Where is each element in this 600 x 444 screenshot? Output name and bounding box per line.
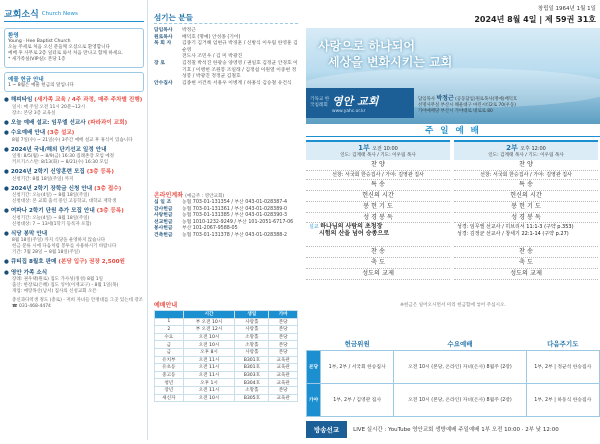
staff-names: 김정칠 박석진 한광숭 양영영 / 권일호 김정균 안경호 이기호 / 이병헌 조원봉 조일래 / 김정섭 이원열 이중현 정성봉 / 박광진 정정균 김철호 — [182, 60, 298, 80]
schedule-cell: 사랑홀 — [235, 318, 269, 326]
schedule-cell: 부 오전 12시 — [183, 326, 235, 334]
schedule-cell: 사랑홀 — [235, 348, 269, 356]
staff-names: 김종현 서건록 서용우 이병계 / 하홍식 김승철 유건식 — [182, 80, 292, 86]
news-detail: 일정: 8/5(월) ~ 8/9(금) 16:30 집례촌장 모임 예정 — [12, 154, 114, 159]
staff-list — [154, 28, 298, 87]
welcome-line: 예배 후 사무로 2층 일터로 와서 처음 만나고 함께 하세요. — [8, 51, 124, 56]
news-heading: ● 큐티집 8월호 판매 (본당 입구) 권장 2,500원 — [4, 259, 125, 265]
news-title: 교회소식 — [4, 10, 39, 20]
service-item: 특 송 — [306, 180, 450, 191]
matrix-header: 다음주기도 — [547, 340, 579, 349]
banner-motto: 사랑으로 하나되어 세상을 변화시키는 교회 — [318, 39, 453, 69]
schedule-cell: 오전 11시 — [183, 371, 235, 379]
service-item: 성도의 교제 — [306, 269, 450, 280]
staff-row — [154, 81, 298, 88]
schedule-cell: 금 — [155, 341, 184, 349]
service-item: 성도의 교제 — [454, 269, 598, 280]
schedule-cell: 오후 1시 — [183, 379, 235, 387]
footer-line: 총신과다역생 정도 (총로) - 저희 자녀들 안정대를 그곳 있는데 강조 — [12, 298, 144, 303]
news-item — [4, 259, 144, 267]
schedule-cell: 중고등 — [155, 371, 184, 379]
account-number: 농협 1010-1232-9249 / 부산 101-2051-6717-06 — [182, 219, 294, 225]
service-1: 1부 오전 10:00 인도: 김계태 목사 / 기도: 이우림 목사 찬 양 선창: 서국회 한승집사 / 가야: 김영관 집사 특 송 헌신의 시간 봉 헌 기 도 성 경 봉 독 설교 하나님의 사람의 초청장 시험의 산을 넘어 승종으로 찬 송 축 도 성도의 교제 — [306, 140, 450, 444]
sermon: 설교 하나님의 사람의 초청장 시험의 산을 넘어 승종으로 — [306, 223, 450, 247]
schedule-cell: 2 — [155, 326, 184, 334]
account-type: 건축헌금 — [154, 232, 173, 238]
news-item — [4, 97, 144, 117]
left-panel — [0, 0, 148, 440]
news-heading: ● 2024년 2학기 신앙훈련 모집 (3층 등록) — [4, 169, 114, 175]
offer-title: 예물 헌금 안내 — [8, 77, 44, 83]
church-logo: 기독교 한국침례회 영안 교회 www.yahc.or.kr — [306, 88, 414, 118]
schedule-cell: 새신자 — [155, 394, 184, 402]
news-subtitle: Church News — [41, 10, 78, 17]
middle-panel — [152, 0, 300, 440]
service-item: 축 도 — [306, 258, 450, 269]
schedule-table — [154, 310, 298, 402]
schedule-row — [155, 356, 298, 364]
schedule-cell: 교육관 — [269, 394, 298, 402]
account-number: 농협 703-01-131361 / 부산 043-01-028389-0 — [182, 206, 288, 212]
schedule-cell: 오전 10시 — [183, 341, 235, 349]
matrix-cell: 1부, 2부 / 김영관 집사 — [321, 383, 394, 416]
schedule-cell: 오전 10시 — [183, 333, 235, 341]
service-2: 2부 오후 12:00 인도: 김계태 목사 / 기도: 이우림 목사 찬 양 선창: 서국회 한승집사 / 가야: 김영관 집사 특 송 헌신의 시간 봉 헌 기 도 성 경 봉 독 성경: 임무엘 선교사 / 히브리서 11:1-3 (구약 p.353) 성경: 김정균 선교사 / 창세기 22:1-14 (구약 p.27) 찬 송 축 도 성도의 교제 — [454, 140, 598, 444]
sermon-refs: 성경: 임무엘 선교사 / 히브리서 11:1-3 (구약 p.353) 성경: 김정균 선교사 / 창세기 22:1-14 (구약 p.27) — [454, 223, 598, 247]
news-heading: ● 해피타임 (새가족 교육 / 4주 과정, 매주 주차별 진행) — [4, 97, 143, 103]
broadcast-label: 방송선교 — [306, 421, 347, 438]
staff-row — [154, 61, 298, 81]
account-type: 십 일 조 — [154, 200, 172, 205]
staff-names: 전도사 조민우 / 김 미 박광진 — [182, 54, 243, 60]
matrix-header: 수요예배 — [447, 340, 473, 349]
matrix-header: 헌금위원 — [344, 340, 370, 349]
schedule-row — [155, 379, 298, 387]
welcome-sub: Young · Hee Baptist Church — [8, 39, 71, 44]
staff-role: 목 회 자 — [154, 41, 172, 47]
news-detail: 일시: 매 주일 오전 11시 20분~12시 — [12, 104, 86, 110]
schedule-cell: 유초등 — [155, 364, 184, 372]
staff-role: 안수집사 — [154, 80, 173, 86]
schedule-cell: 유치부 — [155, 356, 184, 364]
divider — [154, 23, 298, 24]
account-type: 봉사헌금 — [154, 226, 173, 232]
schedule-cell: B303호 — [235, 371, 269, 379]
service-item: 헌신의 시간 — [306, 191, 450, 202]
matrix-cell: 1부, 2부 / 서국회 한승집사 — [321, 350, 394, 383]
news-heading: ● 식당 봉막 안내 — [4, 230, 48, 237]
broadcast-text: LIVE 실시간 : YouTube 영안교회 생방예배 주일예배 1부 오전 10:00 · 2부 낮 12:00 — [353, 427, 559, 433]
schedule-cell: 1 — [155, 318, 184, 326]
schedule-cell: 소망홀 — [235, 386, 269, 394]
schedule-cell: 금 — [155, 348, 184, 356]
service-item: 헌신의 시간 — [454, 191, 598, 202]
staff-row — [154, 28, 298, 35]
schedule-cell: 교육관 — [269, 364, 298, 372]
schedule-cell: 오전 11시 — [183, 386, 235, 394]
news-item — [4, 120, 144, 128]
news-detail: 기간: 7월 28일 ~ 8월 18일(주일) — [12, 250, 80, 255]
schedule-cell: 교육관 — [269, 371, 298, 379]
news-item — [4, 208, 144, 228]
schedule-cell: 장년 — [155, 386, 184, 394]
schedule-title: 예배안내 — [154, 302, 178, 309]
service-item: 성 경 봉 독 — [454, 213, 598, 224]
account-type: 사랑헌금 — [154, 213, 173, 219]
staff-role: 원로목사 — [154, 34, 173, 40]
schedule-cell: B304호 — [235, 379, 269, 387]
account-row — [154, 226, 298, 233]
news-detail: 신청기간: 오늘(4일) ~ 8월 18일(주일) — [12, 193, 90, 198]
staff-role — [154, 54, 182, 61]
schedule-cell: 소망홀 — [235, 333, 269, 341]
news-detail: 8월 7일(수) ~ 21일(수) 3주간 예배 설교 후 휴식이 있습니다 — [12, 137, 133, 143]
schedule-cell: 수요 — [155, 333, 184, 341]
footer-line: ☎ 031-468-4474 — [12, 304, 51, 309]
schedule-header: 가마 — [269, 311, 298, 319]
news-heading: ● 수요예배 안내 (3층 설교) — [4, 130, 75, 136]
news-detail: 출산: 한장로(은혜) 집도 잉이(이재교구) - 8월 1일(목) — [12, 283, 119, 288]
matrix-cell: 1부, 2부 | 하동식 한승집사 — [526, 383, 599, 416]
schedule-cell: 청년 — [155, 379, 184, 387]
schedule-cell: 본당 — [269, 341, 298, 349]
news-detail: 헌금 분류 시에 다음처럼 봉투를 사용하시기 바랍니다 — [12, 244, 117, 249]
schedule-cell: 본당 — [269, 333, 298, 341]
matrix-row-label: 가야 — [307, 383, 321, 416]
schedule-row — [155, 386, 298, 394]
news-detail: 신청대상: 7 ~ 13세(1학기 등록자 포함) — [12, 221, 92, 227]
account-row — [154, 213, 298, 220]
news-item — [4, 231, 144, 257]
news-item — [4, 186, 144, 206]
offer-line: 1 ~ 8월은 예물 헌금의 달입니다 — [8, 83, 74, 88]
schedule-row — [155, 394, 298, 402]
news-heading: ● 여파나 2학기 단원 추가 모집 안내 (3층 등록) — [4, 208, 124, 214]
news-detail: 장례: 권우택(원로) 집도 가사성(정성) 8월 1일 — [12, 277, 103, 282]
schedule-row — [155, 364, 298, 372]
matrix-cell: 1부, 2부 | 정균석 한승집사 — [526, 350, 599, 383]
welcome-box — [4, 28, 144, 68]
accounts-section — [154, 190, 298, 240]
matrix-row — [307, 383, 600, 416]
broadcast — [306, 418, 600, 440]
schedule-cell: 본당 — [269, 326, 298, 334]
staff-role: 장 로 — [154, 60, 165, 66]
schedule-row — [155, 371, 298, 379]
schedule-cell: 본당 — [269, 348, 298, 356]
info-matrix — [306, 338, 600, 418]
news-detail: 장소: 본당 3층 교육실 — [12, 110, 56, 116]
matrix-row-label: 본당 — [307, 350, 321, 383]
schedule-header: 시간 — [183, 311, 235, 319]
news-item — [4, 169, 144, 183]
schedule-row — [155, 326, 298, 334]
schedule-row — [155, 341, 298, 349]
schedule-header — [155, 311, 184, 319]
news-heading: ● 2024년 국내/해외 단기선교 일정 안내 — [4, 146, 107, 153]
service-item: 성 경 봉 독 — [306, 213, 450, 224]
matrix-row — [307, 350, 600, 383]
account-number: 농협 703-01-131378 / 부산 043-01-028388-2 — [182, 232, 288, 238]
account-number: 농협 703-01-131354 / 부산 043-01-028387-4 — [182, 200, 288, 205]
news-heading: ● 2024년 2학기 장학금 신청 안내 (3층 접수) — [4, 185, 122, 192]
staff-row — [154, 54, 298, 61]
schedule-header: 생일 — [235, 311, 269, 319]
established: 창립일 1964년 1월 1일 — [537, 6, 596, 12]
service-item: 특 송 — [454, 180, 598, 191]
service-item: 찬 양 — [454, 160, 598, 171]
schedule-cell: 오전 11시 — [183, 364, 235, 372]
news-item — [4, 147, 144, 167]
schedule-row — [155, 318, 298, 326]
schedule-cell: 본당 — [269, 318, 298, 326]
account-type: 감사헌금 — [154, 206, 173, 212]
staff-names: 박정근 — [182, 28, 196, 33]
schedule-row — [155, 348, 298, 356]
right-panel — [306, 0, 600, 440]
schedule-cell: 오전 10시 — [183, 394, 235, 402]
service-item: 선창: 서국회 한승집사 / 가야: 김영관 집사 — [454, 171, 598, 181]
schedule-cell: 사랑홀 — [235, 326, 269, 334]
schedule-cell: 오후 8시 — [183, 348, 235, 356]
issue-date: 2024년 8월 4일 | 제 59권 31호 — [474, 15, 596, 24]
schedule-cell: 교육관 — [269, 356, 298, 364]
schedule-row — [155, 333, 298, 341]
news-heading: ● 영안 가족 소식 — [4, 269, 48, 276]
service-item: 축 도 — [454, 258, 598, 269]
service-item: 찬 송 — [306, 247, 450, 258]
schedule-cell: B301호 — [235, 356, 269, 364]
staff-title: 섬기는 분들 — [154, 13, 193, 22]
news-detail: 신청기간: 8월 18일(주일) 까지 — [12, 176, 74, 182]
news-list — [4, 97, 144, 313]
staff-names: 배덕호 (명예) 안성종 (기어) — [182, 34, 241, 40]
schedule-cell: B301호 — [235, 364, 269, 372]
accounts-title: 온라인계좌 (예금주 : 영안교회) — [154, 192, 225, 199]
news-heading: ● 오늘 예배 설교: 임무엘 선교사 (파라과이 교회) — [4, 119, 128, 126]
schedule-cell: 소망홀 — [235, 341, 269, 349]
news-detail: 신청기간: 오늘(4일) ~ 8월 18일(주일) — [12, 215, 90, 221]
service-item: 찬 양 — [306, 160, 450, 171]
news-footer — [4, 298, 144, 310]
staff-names: 김종기 김거해 임현규 박경훈 / 신방식 이우림 한영훈 김순영 — [182, 41, 298, 53]
welcome-line: * 새가족실(VIP실): 본당 1층 — [8, 57, 66, 62]
matrix-cell: 오전 10시 (본당, 온라인) 자녀(은사) 8월주 (2장) — [394, 383, 526, 416]
news-detail: 신청대상: 본 교회 출석 중인 고등학교, 대학교 재학생 — [12, 199, 117, 204]
staff-row — [154, 41, 298, 54]
news-item — [4, 130, 144, 144]
schedule-cell: 교육관 — [269, 379, 298, 387]
news-detail: 키르기스스탄: 8/13(화) ~ 8/21(수) 16:30 모임 — [12, 160, 109, 165]
schedule-section — [154, 300, 298, 402]
schedule-cell: B305호 — [235, 394, 269, 402]
service-item: 봉 헌 기 도 — [306, 202, 450, 213]
service-item: 봉 헌 기 도 — [454, 202, 598, 213]
news-detail: 개업: 예랑목산(남서) 집사의 신설교회 오픈 — [12, 289, 97, 294]
offer-box — [4, 72, 144, 92]
staff-role: 담임목사 — [154, 28, 173, 33]
worship-title: 주 일 예 배 — [425, 126, 481, 136]
account-number: 부산 101-2067-9588-05 — [182, 226, 238, 232]
account-row — [154, 200, 298, 207]
pastor-info: 담임목사 박정근 (공동담임)원로목사(명예)배덕호 선명사무실 부산시 해운대구 마린시티2로 70(우동) 가야예배당 부산시 가야대로 대로로 80 — [418, 95, 518, 114]
account-type: 선교헌금 — [154, 219, 173, 225]
account-number: 농협 703-01-131385 / 부산 043-01-028390-3 — [182, 213, 288, 219]
schedule-cell: 본당 — [269, 386, 298, 394]
schedule-cell: 오전 11시 — [183, 356, 235, 364]
news-item — [4, 270, 144, 296]
account-row — [154, 233, 298, 240]
schedule-cell: 부 오전 10시 — [183, 318, 235, 326]
news-header — [4, 6, 144, 22]
welcome-title: 환영 — [8, 33, 19, 39]
service-item: 찬 송 — [454, 247, 598, 258]
news-detail: 8월 18일(주일) 까지 식당을 운영하지 않습니다 — [12, 238, 106, 243]
offering-note: ※헌금은 일어오시면서 미리 헌금함에 넣어 주십시오. — [400, 303, 506, 308]
service-item: 선창: 서국회 한승집사 / 가야: 김영관 집사 — [306, 171, 450, 181]
welcome-line: 오늘 주세로 처음 오신 분들께 오셨으로 환영합니다 — [8, 45, 110, 50]
matrix-cell: 오전 10시 (본당, 온라인) 자녀(은사) 8월주 (2장) — [394, 350, 526, 383]
